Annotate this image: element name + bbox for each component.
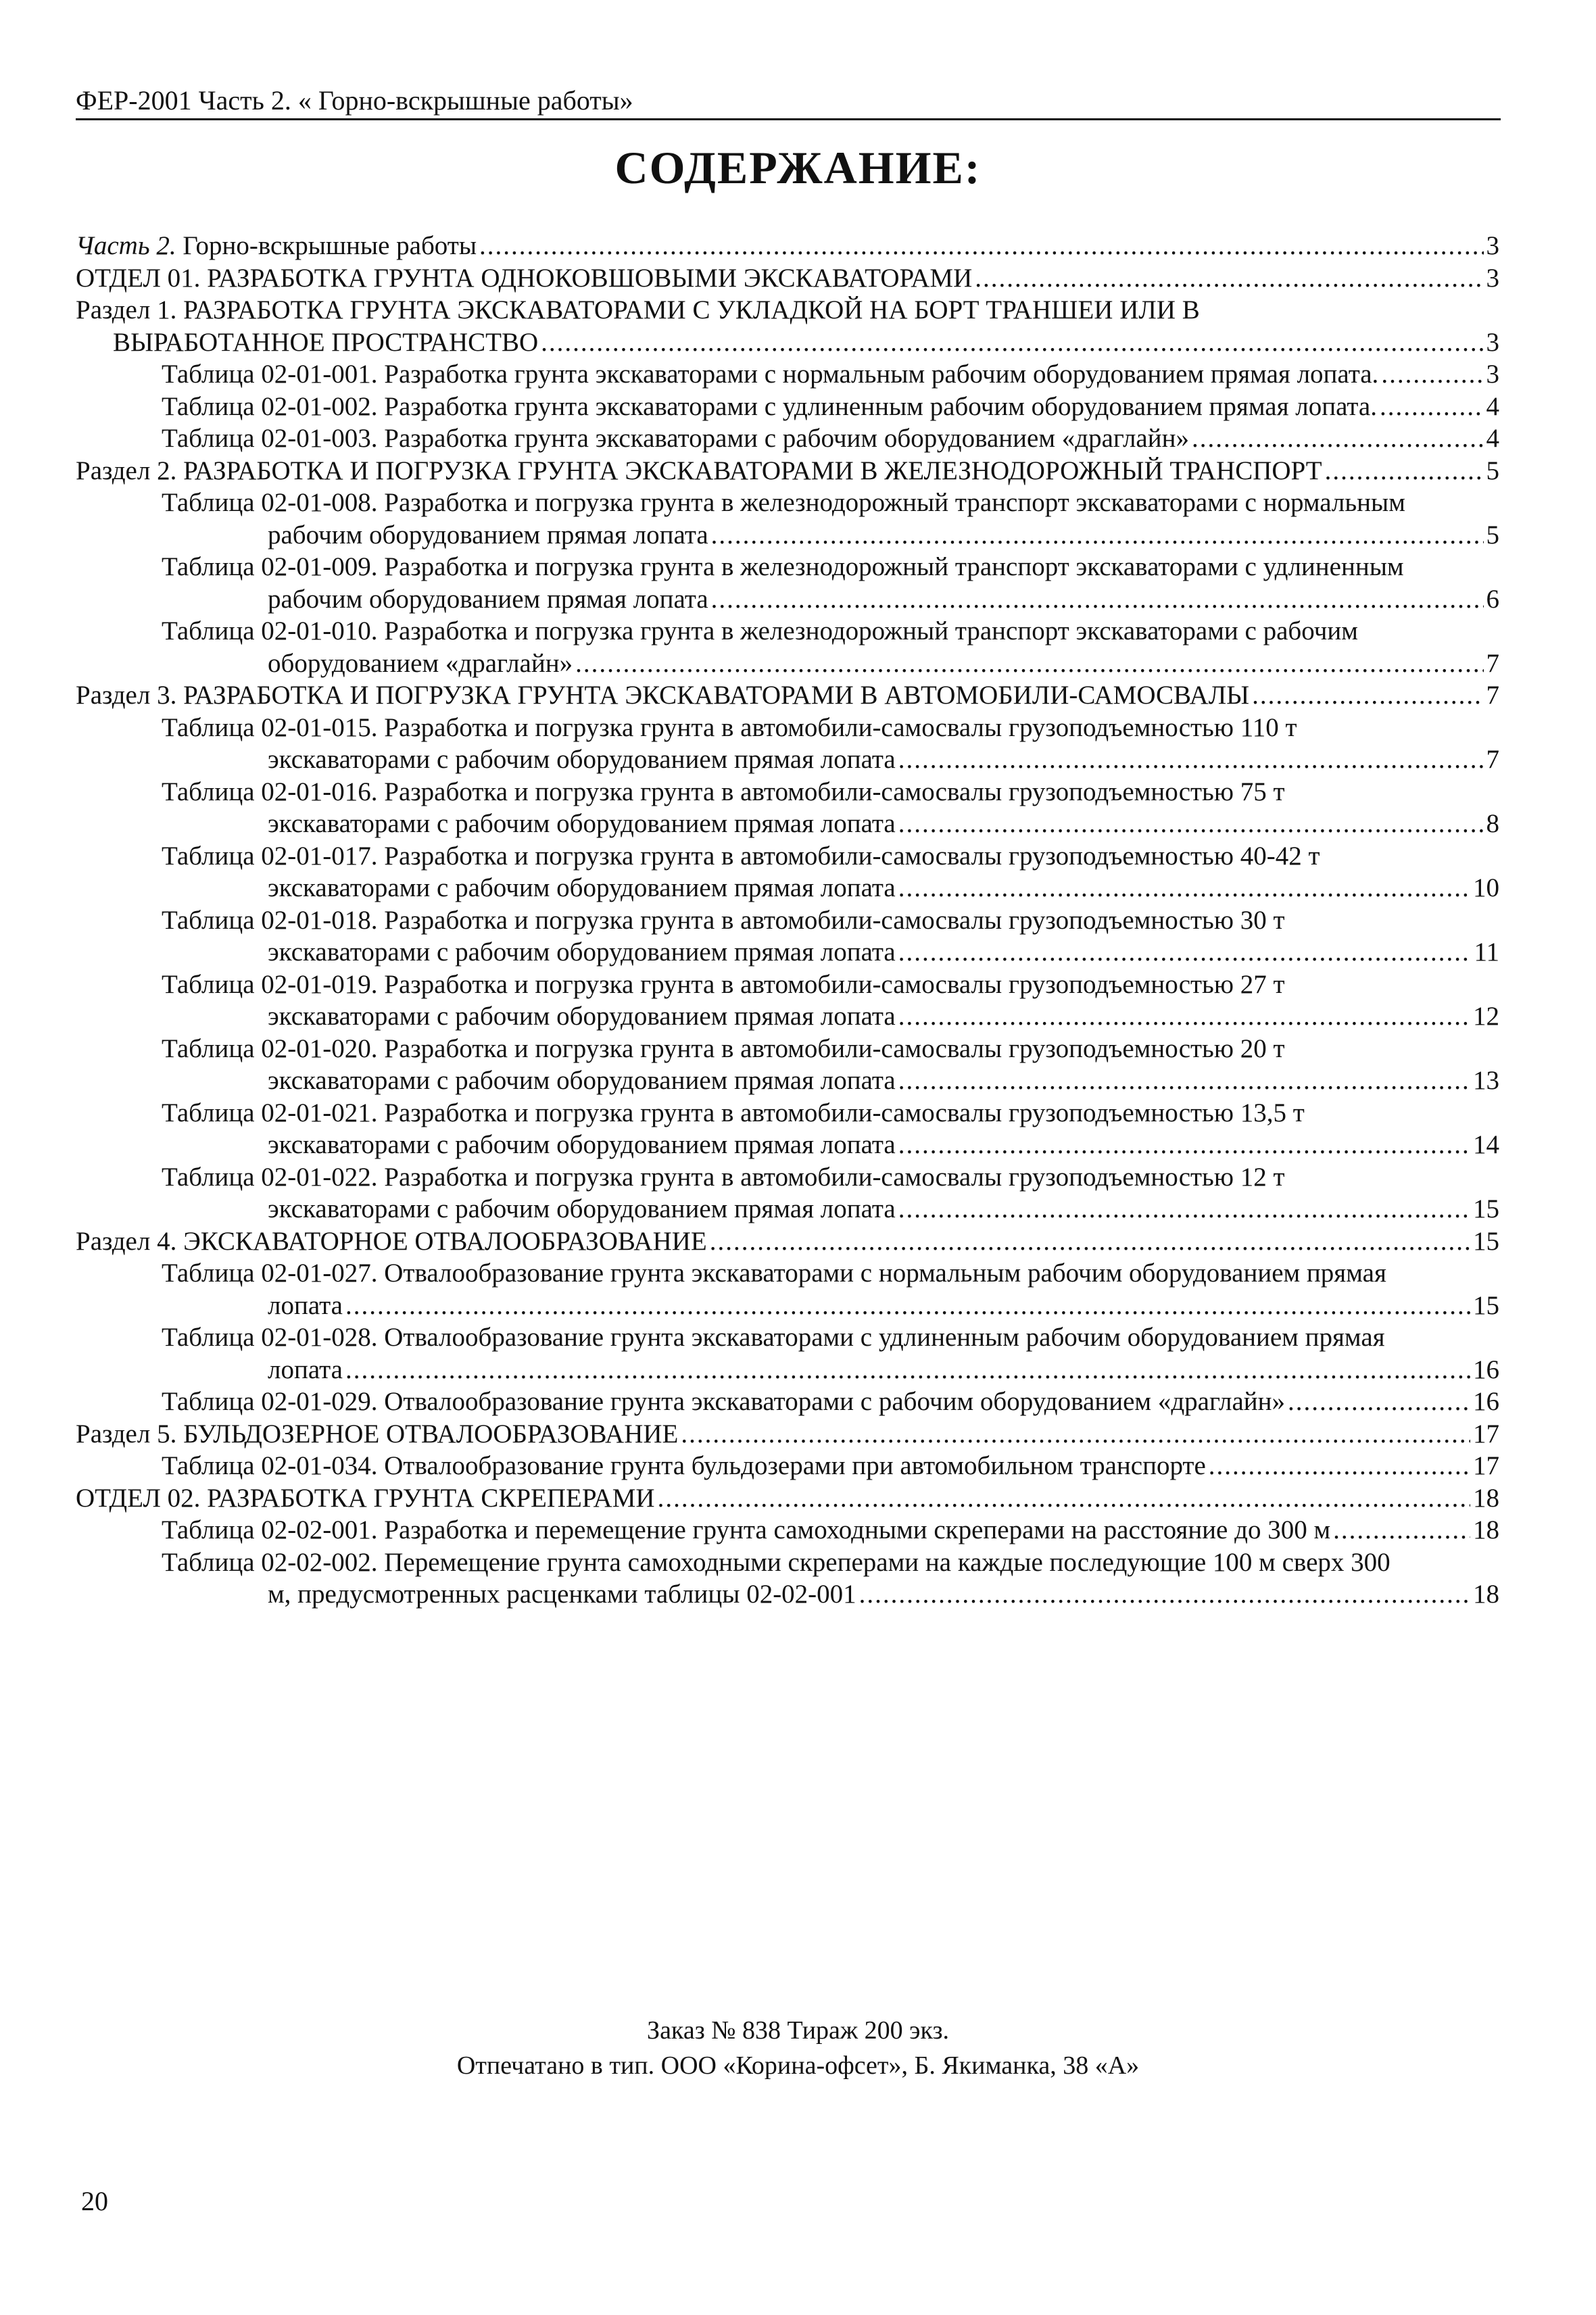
dot-leader (898, 1000, 1470, 1033)
toc-entry-text: Таблица 02-01-003. Разработка грунта экскаваторами с рабочим оборудованием «драглайн» (162, 424, 1189, 453)
toc-entry[interactable] (76, 391, 1499, 423)
toc-entry-text: Таблица 02-01-001. Разработка грунта экскаваторами с нормальным рабочим оборудованием прямая лопата. (162, 360, 1379, 389)
dot-leader (898, 744, 1484, 776)
toc-page-number: 3 (1486, 327, 1499, 357)
toc-entry-line (162, 1386, 1499, 1418)
toc-page-number: 18 (1473, 1483, 1499, 1513)
toc-entry[interactable] (76, 230, 1499, 262)
toc-entry-text: лопата (268, 1290, 343, 1320)
toc-entry-line (76, 1418, 1499, 1451)
toc-entry-text: Таблица 02-01-029. Отвалообразование грунта экскаваторами с рабочим оборудованием «драглайн» (162, 1387, 1286, 1416)
toc-entry[interactable] (76, 1418, 1499, 1451)
toc-entry[interactable] (76, 455, 1499, 487)
toc-entry-line (162, 391, 1499, 423)
toc-entry-text: Таблица 02-01-021. Разработка и погрузка грунта в автомобили-самосвалы грузоподъемностью 13,5 т (162, 1098, 1305, 1127)
toc-entry-text: лопата (268, 1355, 343, 1384)
dot-leader (898, 936, 1472, 969)
dot-leader (1192, 422, 1484, 455)
toc-entry-text: Раздел 3. РАЗРАБОТКА И ПОГРУЗКА ГРУНТА ЭКСКАВАТОРАМИ В АВТОМОБИЛИ-САМОСВАЛЫ (76, 681, 1250, 710)
toc-entry-line (162, 1514, 1499, 1546)
toc-entry-text: Таблица 02-01-010. Разработка и погрузка грунта в железнодорожный транспорт экскаваторами с рабочим (162, 616, 1358, 645)
dot-leader (710, 1225, 1470, 1258)
toc-entry-text: экскаваторами с рабочим оборудованием прямая лопата (268, 873, 896, 902)
toc-entry-text: ОТДЕЛ 01. РАЗРАБОТКА ГРУНТА ОДНОКОВШОВЫМИ ЭКСКАВАТОРАМИ (76, 263, 973, 293)
toc-entry-line (162, 1354, 1499, 1386)
toc-entry-line (162, 422, 1499, 455)
toc-entry-prefix: Часть 2. (76, 231, 176, 260)
toc-entry-line (76, 230, 1499, 262)
toc-entry-text: Таблица 02-01-034. Отвалообразование грунта бульдозерами при автомобильном транспорте (162, 1451, 1206, 1480)
toc-entry-text: Таблица 02-01-009. Разработка и погрузка грунта в железнодорожный транспорт экскаваторами с удлиненным (162, 552, 1404, 581)
toc-entry-line (162, 519, 1499, 552)
toc-entry[interactable] (76, 615, 1499, 679)
toc-entry-line (162, 358, 1499, 391)
toc-entry[interactable] (76, 776, 1499, 840)
toc-entry-line (162, 1578, 1499, 1611)
toc-entry-text: Таблица 02-02-002. Перемещение грунта самоходными скреперами на каждые последующие 100 м сверх 300 (162, 1547, 1391, 1577)
toc-entry-text: Таблица 02-01-008. Разработка и погрузка грунта в железнодорожный транспорт экскаваторами с нормальным (162, 488, 1405, 517)
toc-entry-text: оборудованием «драглайн» (268, 648, 573, 678)
toc-page-number: 5 (1486, 520, 1499, 550)
imprint-footer (0, 2013, 1596, 2083)
toc-entry-line (76, 326, 1499, 359)
toc-entry-line (162, 583, 1499, 616)
dot-leader (898, 1065, 1470, 1097)
toc-page-number: 10 (1473, 873, 1499, 902)
toc-entry-line (162, 551, 1499, 583)
dot-leader (1288, 1386, 1470, 1418)
toc-page-number: 11 (1474, 937, 1499, 967)
toc-entry-line (76, 1225, 1499, 1258)
dot-leader (1380, 391, 1484, 423)
toc-entry-text: экскаваторами с рабочим оборудованием прямая лопата (268, 745, 896, 774)
toc-entry-text: рабочим оборудованием прямая лопата (268, 520, 708, 550)
toc-entry-line (162, 969, 1499, 1001)
toc-page-number: 6 (1486, 584, 1499, 614)
toc-entry-text: Таблица 02-01-028. Отвалообразование грунта экскаваторами с удлиненным рабочим оборудованием прямая (162, 1323, 1385, 1352)
toc-entry-text: Таблица 02-01-022. Разработка и погрузка грунта в автомобили-самосвалы грузоподъемностью 12 т (162, 1162, 1285, 1192)
toc-entry-line (162, 1065, 1499, 1097)
table-of-contents (76, 230, 1499, 1611)
dot-leader (1252, 679, 1483, 712)
toc-entry[interactable] (76, 1097, 1499, 1161)
toc-entry-text: Таблица 02-01-018. Разработка и погрузка грунта в автомобили-самосвалы грузоподъемностью 30 т (162, 905, 1285, 935)
toc-entry[interactable] (76, 1321, 1499, 1386)
toc-entry-text: Раздел 4. ЭКСКАВАТОРНОЕ ОТВАЛООБРАЗОВАНИЕ (76, 1226, 707, 1256)
dot-leader (898, 1129, 1470, 1161)
toc-page-number: 18 (1473, 1580, 1499, 1609)
toc-entry-line (162, 487, 1499, 519)
toc-page-number: 4 (1486, 391, 1499, 421)
toc-entry-line (162, 1450, 1499, 1482)
dot-leader (681, 1418, 1470, 1451)
toc-entry[interactable] (76, 679, 1499, 712)
toc-entry-line (162, 615, 1499, 648)
toc-entry-text: экскаваторами с рабочим оборудованием прямая лопата (268, 809, 896, 838)
toc-page-number: 4 (1486, 424, 1499, 453)
dot-leader (345, 1290, 1470, 1322)
dot-leader (1209, 1450, 1470, 1482)
toc-page-number: 5 (1486, 456, 1499, 485)
toc-entry-line (162, 904, 1499, 937)
toc-entry[interactable] (76, 712, 1499, 776)
toc-entry-text: Таблица 02-01-002. Разработка грунта экскаваторами с удлиненным рабочим оборудованием прямая лопата. (162, 391, 1377, 421)
toc-page-number: 7 (1486, 745, 1499, 774)
toc-entry-line (162, 1290, 1499, 1322)
toc-page-number: 12 (1473, 1002, 1499, 1031)
toc-entry-line (162, 1321, 1499, 1354)
toc-entry-line (162, 776, 1499, 808)
toc-entry[interactable] (76, 969, 1499, 1033)
toc-page-number: 13 (1473, 1066, 1499, 1095)
toc-entry[interactable] (76, 487, 1499, 551)
toc-entry-text: Таблица 02-01-019. Разработка и погрузка грунта в автомобили-самосвалы грузоподъемностью 27 т (162, 969, 1285, 999)
toc-entry-line (162, 1000, 1499, 1033)
toc-page-number: 16 (1473, 1355, 1499, 1384)
toc-entry[interactable] (76, 551, 1499, 615)
toc-entry-line (162, 840, 1499, 873)
toc-entry-line (162, 1257, 1499, 1290)
dot-leader (479, 230, 1483, 262)
toc-page-number: 18 (1473, 1515, 1499, 1544)
toc-entry-text: экскаваторами с рабочим оборудованием прямая лопата (268, 1002, 896, 1031)
toc-entry-text: Таблица 02-01-017. Разработка и погрузка грунта в автомобили-самосвалы грузоподъемностью 40-42 т (162, 841, 1320, 871)
toc-entry-line (162, 808, 1499, 840)
dot-leader (898, 808, 1484, 840)
toc-entry-line (162, 744, 1499, 776)
toc-entry[interactable] (76, 1033, 1499, 1097)
toc-entry-line (162, 1193, 1499, 1225)
toc-entry[interactable] (76, 1450, 1499, 1482)
toc-entry[interactable] (76, 1386, 1499, 1418)
toc-entry-text: экскаваторами с рабочим оборудованием прямая лопата (268, 1194, 896, 1223)
toc-entry[interactable] (76, 422, 1499, 455)
toc-entry-line (162, 648, 1499, 680)
toc-entry-text: Таблица 02-01-015. Разработка и погрузка грунта в автомобили-самосвалы грузоподъемностью 110 т (162, 712, 1297, 742)
toc-entry-line (162, 1546, 1499, 1579)
toc-entry-text: ОТДЕЛ 02. РАЗРАБОТКА ГРУНТА СКРЕПЕРАМИ (76, 1483, 655, 1513)
toc-entry-text: м, предусмотренных расценками таблицы 02-02-001 (268, 1580, 856, 1609)
toc-entry-line (162, 872, 1499, 904)
toc-entry-line (162, 1129, 1499, 1161)
running-header: ФЕР-2001 Часть 2. « Горно-вскрышные работы» (76, 84, 1501, 120)
dot-leader (1381, 358, 1483, 391)
dot-leader (711, 519, 1484, 552)
dot-leader (345, 1354, 1470, 1386)
toc-entry[interactable] (76, 1161, 1499, 1225)
toc-entry-line (162, 1097, 1499, 1129)
toc-entry[interactable] (76, 1546, 1499, 1611)
toc-entry-line (162, 1033, 1499, 1065)
toc-page-number: 15 (1473, 1226, 1499, 1256)
toc-page-number: 3 (1486, 263, 1499, 293)
toc-entry-line (76, 679, 1499, 712)
toc-entry-text: Таблица 02-01-016. Разработка и погрузка грунта в автомобили-самосвалы грузоподъемностью 75 т (162, 777, 1285, 806)
toc-entry-line (162, 712, 1499, 744)
toc-entry-line (76, 1482, 1499, 1515)
imprint-order-line: Заказ № 838 Тираж 200 экз. (647, 2016, 949, 2045)
dot-leader (658, 1482, 1470, 1515)
dot-leader (711, 583, 1484, 616)
dot-leader (1325, 455, 1484, 487)
toc-entry-line (162, 936, 1499, 969)
toc-page-number: 16 (1473, 1387, 1499, 1416)
toc-entry[interactable] (76, 840, 1499, 904)
toc-entry-text: Таблица 02-01-020. Разработка и погрузка грунта в автомобили-самосвалы грузоподъемностью 20 т (162, 1033, 1285, 1063)
toc-entry-text: экскаваторами с рабочим оборудованием прямая лопата (268, 1066, 896, 1095)
toc-page-number: 3 (1486, 231, 1499, 260)
toc-entry-text: экскаваторами с рабочим оборудованием прямая лопата (268, 937, 896, 967)
toc-entry[interactable] (76, 1514, 1499, 1546)
toc-entry-text: ВЫРАБОТАННОЕ ПРОСТРАНСТВО (113, 327, 539, 357)
toc-entry[interactable] (76, 1225, 1499, 1258)
toc-page-number: 7 (1486, 648, 1499, 678)
toc-entry[interactable] (76, 904, 1499, 969)
toc-entry-line (76, 455, 1499, 487)
toc-entry[interactable] (76, 1482, 1499, 1515)
dot-leader (541, 326, 1483, 359)
toc-page-number: 8 (1486, 809, 1499, 838)
toc-entry-line (76, 262, 1499, 295)
toc-entry-text: экскаваторами с рабочим оборудованием прямая лопата (268, 1130, 896, 1159)
toc-page-number: 3 (1486, 360, 1499, 389)
toc-entry[interactable] (76, 1257, 1499, 1321)
toc-entry-text: Таблица 02-01-027. Отвалообразование грунта экскаваторами с нормальным рабочим оборудованием прямая (162, 1259, 1386, 1288)
page-title: СОДЕРЖАНИЕ: (614, 142, 982, 193)
toc-entry-text: Раздел 1. РАЗРАБОТКА ГРУНТА ЭКСКАВАТОРАМИ С УКЛАДКОЙ НА БОРТ ТРАНШЕИ ИЛИ В (76, 295, 1200, 324)
toc-page-number: 17 (1473, 1451, 1499, 1480)
toc-entry-text: Раздел 5. БУЛЬДОЗЕРНОЕ ОТВАЛООБРАЗОВАНИЕ (76, 1419, 679, 1448)
toc-entry-text: Таблица 02-02-001. Разработка и перемещение грунта самоходными скреперами на расстояние до 300 м (162, 1515, 1331, 1544)
dot-leader (575, 648, 1483, 680)
toc-entry[interactable] (76, 262, 1499, 295)
toc-page-number: 17 (1473, 1419, 1499, 1448)
dot-leader (859, 1578, 1470, 1611)
imprint-printer-line: Отпечатано в тип. ООО «Корина-офсет», Б. Якиманка, 38 «А» (456, 2051, 1140, 2080)
toc-entry-line (76, 294, 1499, 326)
toc-entry-text: Горно-вскрышные работы (183, 231, 477, 260)
dot-leader (975, 262, 1483, 295)
toc-page-number: 15 (1473, 1194, 1499, 1223)
page-number: 20 (81, 2186, 108, 2216)
toc-entry[interactable] (76, 294, 1499, 358)
toc-entry[interactable] (76, 358, 1499, 391)
toc-entry-text: Раздел 2. РАЗРАБОТКА И ПОГРУЗКА ГРУНТА ЭКСКАВАТОРАМИ В ЖЕЛЕЗНОДОРОЖНЫЙ ТРАНСПОРТ (76, 456, 1322, 485)
toc-entry-line (162, 1161, 1499, 1194)
toc-page-number: 7 (1486, 681, 1499, 710)
dot-leader (1333, 1514, 1470, 1546)
toc-page-number: 14 (1473, 1130, 1499, 1159)
dot-leader (898, 1193, 1470, 1225)
dot-leader (898, 872, 1470, 904)
toc-entry-text: рабочим оборудованием прямая лопата (268, 584, 708, 614)
toc-page-number: 15 (1473, 1290, 1499, 1320)
